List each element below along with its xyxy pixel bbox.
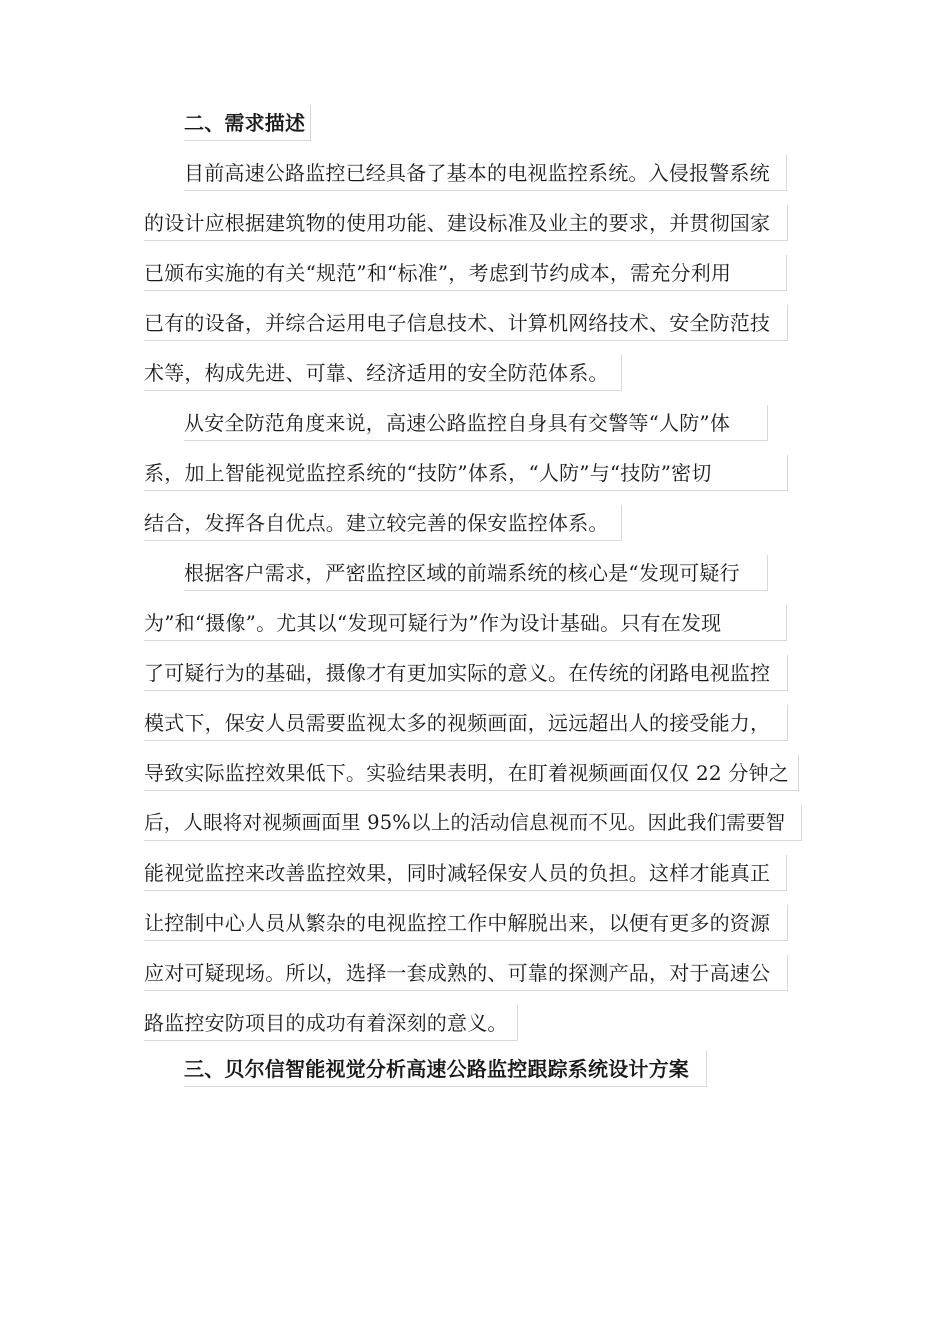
section-heading-requirements: 二、需求描述 <box>184 105 311 141</box>
paragraph-line: 让控制中心人员从繁杂的电视监控工作中解脱出来，以便有更多的资源 <box>144 905 788 941</box>
paragraph-line: 已颁布实施的有关“规范”和“标准”，考虑到节约成本，需充分利用 <box>144 255 787 291</box>
paragraph-line: 结合，发挥各自优点。建立较完善的保安监控体系。 <box>144 505 622 541</box>
paragraph-line: 的设计应根据建筑物的使用功能、建设标准及业主的要求，并贯彻国家 <box>144 205 788 241</box>
paragraph-line: 从安全防范角度来说，高速公路监控自身具有交警等“人防”体 <box>184 405 768 441</box>
paragraph-line: 已有的设备，并综合运用电子信息技术、计算机网络技术、安全防范技 <box>144 305 788 341</box>
paragraph-line: 了可疑行为的基础，摄像才有更加实际的意义。在传统的闭路电视监控 <box>144 655 788 691</box>
paragraph-line: 后，人眼将对视频画面里 95%以上的活动信息视而不见。因此我们需要智 <box>144 805 802 841</box>
paragraph-line: 为”和“摄像”。尤其以“发现可疑行为”作为设计基础。只有在发现 <box>144 605 787 641</box>
paragraph-line: 应对可疑现场。所以，选择一套成熟的、可靠的探测产品，对于高速公 <box>144 955 788 991</box>
paragraph-line: 能视觉监控来改善监控效果，同时减轻保安人员的负担。这样才能真正 <box>144 855 787 891</box>
paragraph-line: 根据客户需求，严密监控区域的前端系统的核心是“发现可疑行 <box>184 555 768 591</box>
paragraph-line: 目前高速公路监控已经具备了基本的电视监控系统。入侵报警系统 <box>184 155 787 191</box>
paragraph-line: 路监控安防项目的成功有着深刻的意义。 <box>144 1005 518 1041</box>
paragraph-line: 术等，构成先进、可靠、经济适用的安全防范体系。 <box>144 355 622 391</box>
paragraph-line: 系，加上智能视觉监控系统的“技防”体系，“人防”与“技防”密切 <box>144 455 788 491</box>
paragraph-line: 模式下，保安人员需要监视太多的视频画面，远远超出人的接受能力， <box>144 705 788 741</box>
paragraph-line: 导致实际监控效果低下。实验结果表明，在盯着视频画面仅仅 22 分钟之 <box>144 755 799 791</box>
section-heading-design-plan: 三、贝尔信智能视觉分析高速公路监控跟踪系统设计方案 <box>184 1051 707 1087</box>
